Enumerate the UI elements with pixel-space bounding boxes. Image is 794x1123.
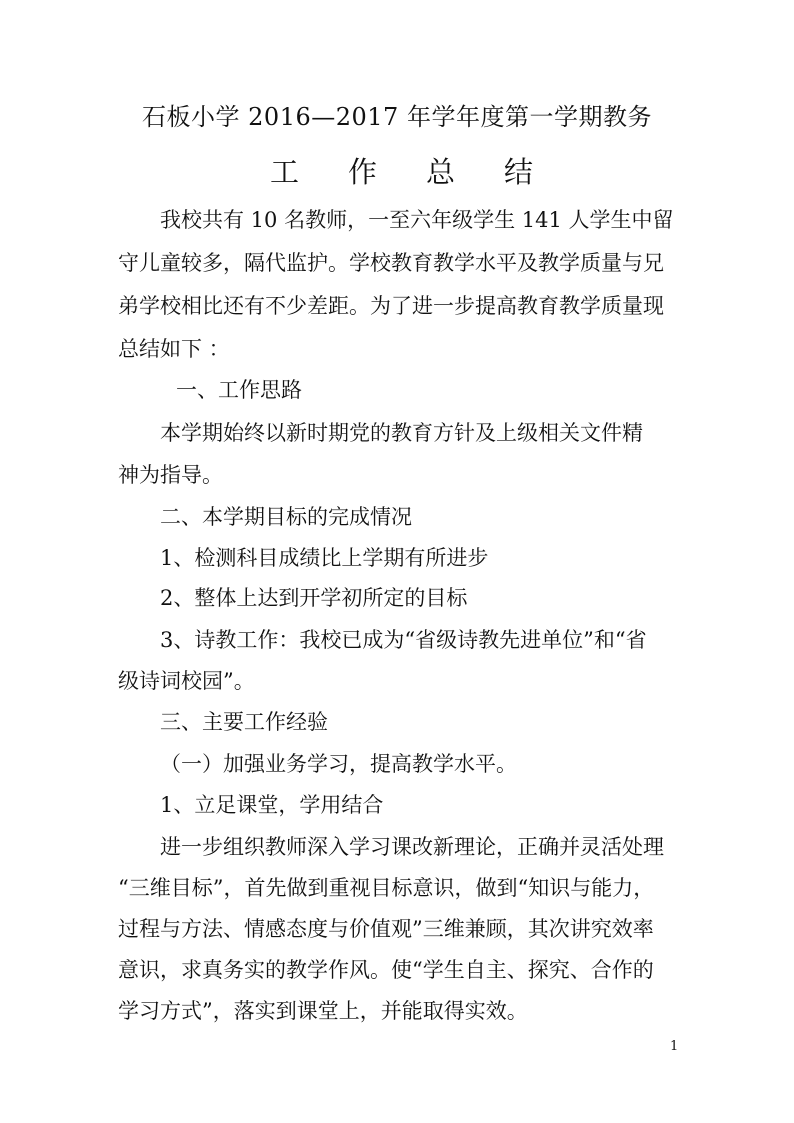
subtitle-char: 作 xyxy=(348,155,378,189)
body-line: 弟学校相比还有不少差距。为了进一步提高教育教学质量现 xyxy=(118,294,664,318)
body-line: 总结如下 ： xyxy=(118,337,230,361)
list-item: 1、检测科目成绩比上学期有所进步 xyxy=(160,546,489,570)
body-line: 意识，求真务实的教学作风。使“学生自主、探究、合作的 xyxy=(118,958,654,982)
body-line: 守儿童较多，隔代监护。学校教育教学水平及教学质量与兄 xyxy=(118,251,664,275)
body-line: “三维目标”，首先做到重视目标意识，做到“知识与能力， xyxy=(118,876,655,900)
body-line: 本学期始终以新时期党的教育方针及上级相关文件精 xyxy=(160,421,643,445)
page-number: 1 xyxy=(670,1039,679,1054)
section-heading: 三、主要工作经验 xyxy=(160,710,328,734)
body-line: 过程与方法、情感态度与价值观”三维兼顾，其次讲究效率 xyxy=(118,917,654,941)
body-line: 我校共有 10 名教师，一至六年级学生 141 人学生中留 xyxy=(160,208,674,232)
subtitle-char: 总 xyxy=(426,155,456,189)
list-item: 3、诗教工作：我校已成为“省级诗教先进单位”和“省 xyxy=(160,628,647,652)
list-item: 2、整体上达到开学初所定的目标 xyxy=(160,586,468,610)
body-line: 学习方式”，落实到课堂上，并能取得实效。 xyxy=(118,999,528,1023)
body-line: 级诗词校园”。 xyxy=(118,669,255,693)
list-item: 1、立足课堂，学用结合 xyxy=(160,793,384,817)
subtitle-char: 工 xyxy=(270,155,300,189)
subsection-heading: （一）加强业务学习，提高教学水平。 xyxy=(160,752,517,776)
subtitle-char: 结 xyxy=(504,155,534,189)
document-subtitle xyxy=(270,150,582,191)
body-line: 进一步组织教师深入学习课改新理论，正确并灵活处理 xyxy=(160,835,664,859)
section-heading: 二、本学期目标的完成情况 xyxy=(160,505,412,529)
body-line: 神为指导。 xyxy=(118,463,223,487)
document-title: 石板小学 2016—2017 年学年度第一学期教务 xyxy=(142,103,652,131)
section-heading: 一、工作思路 xyxy=(176,378,302,402)
